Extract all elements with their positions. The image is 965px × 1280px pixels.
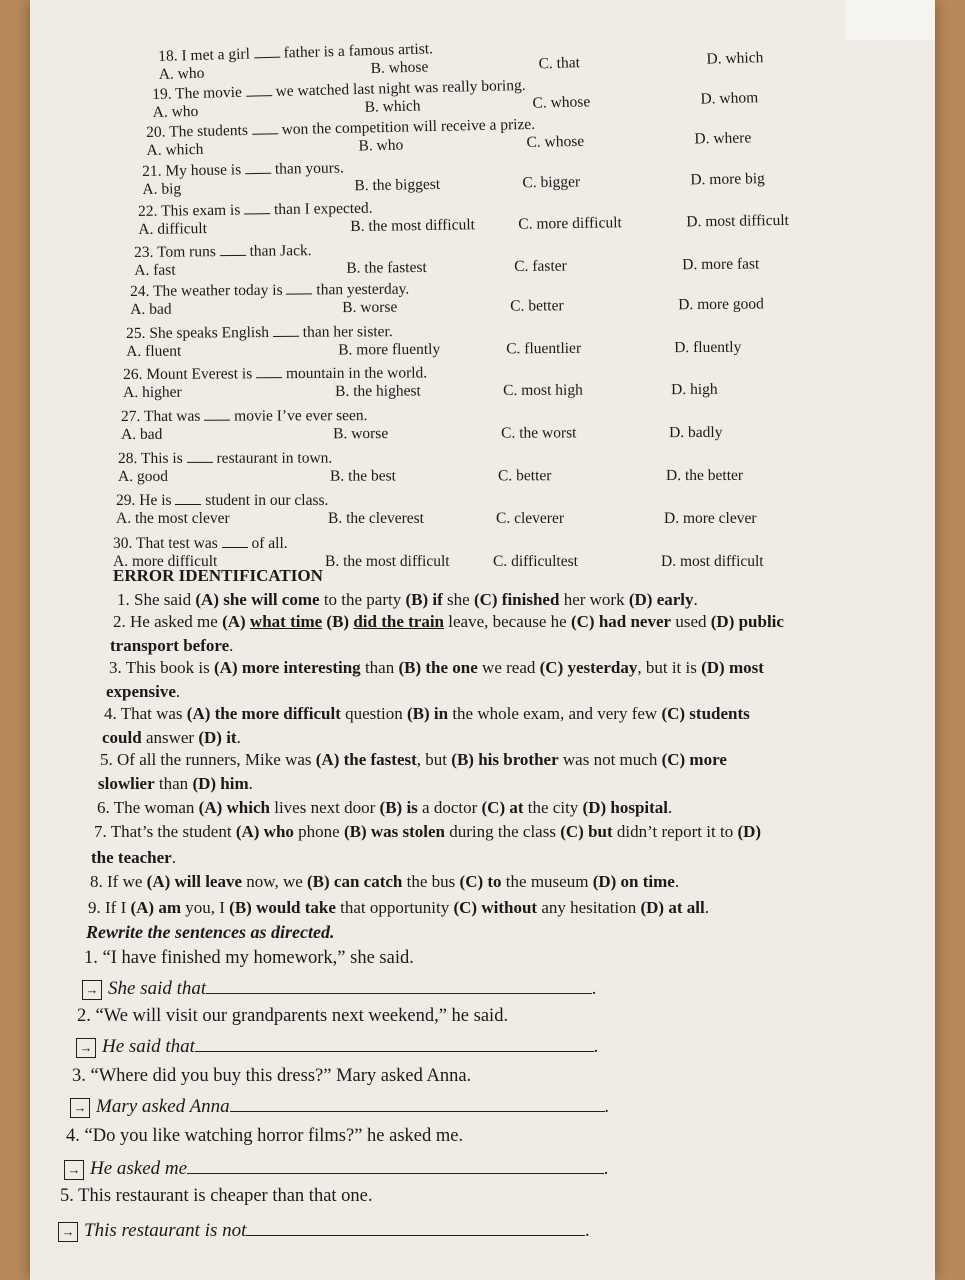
error-segment: any hesitation xyxy=(537,898,641,917)
options-row xyxy=(118,467,848,487)
error-segment: (A) she will come xyxy=(195,590,320,609)
arrow-icon: → xyxy=(64,1160,84,1180)
option-c: C. that xyxy=(538,54,581,73)
option-a: A. fast xyxy=(134,261,176,279)
error-segment: (C) had never xyxy=(570,612,672,631)
option-b: B. more fluently xyxy=(338,340,441,359)
error-segment: 8. If we xyxy=(90,872,147,891)
error-segment: (B) xyxy=(326,612,354,631)
error-segment: she xyxy=(442,590,474,609)
option-c: C. most high xyxy=(503,381,583,400)
error-segment: to the party xyxy=(319,590,406,609)
question-28 xyxy=(118,449,848,487)
option-a: A. more difficult xyxy=(113,553,218,570)
error-segment: lives next door xyxy=(269,798,380,817)
option-b: B. the highest xyxy=(335,382,421,400)
error-segment: (C) finished xyxy=(473,590,560,609)
rewrite-question-2: 2. “We will visit our grandparents next weekend,” he said. xyxy=(77,1006,509,1026)
error-segment: 4. That was xyxy=(104,704,187,723)
error-segment: slowlier xyxy=(98,774,155,793)
error-segment: . xyxy=(668,798,673,817)
option-c: C. fluentlier xyxy=(506,339,582,358)
error-segment: we read xyxy=(477,658,540,677)
error-segment: . xyxy=(171,848,176,867)
rewrite-answer-3 xyxy=(70,1096,609,1118)
stem-text: 29. He is xyxy=(116,492,176,509)
error-segment: (A) xyxy=(222,612,250,631)
option-a: A. higher xyxy=(123,383,182,401)
question-26 xyxy=(123,362,853,403)
error-segment: (B) his brother xyxy=(451,750,559,769)
option-b: B. worse xyxy=(342,298,398,317)
error-line xyxy=(97,796,672,820)
rewrite-question-1: 1. “I have finished my homework,” she said. xyxy=(84,948,414,968)
error-segment: . xyxy=(693,590,698,609)
stem-text: father is a famous artist. xyxy=(279,40,434,62)
error-segment: (C) yesterday xyxy=(539,658,638,677)
option-d: D. badly xyxy=(669,423,723,442)
answer-blank xyxy=(204,420,230,421)
error-segment: (D) him xyxy=(192,774,249,793)
question-stem xyxy=(118,449,848,468)
error-segment: you, I xyxy=(181,898,230,917)
error-segment: 9. If I xyxy=(88,898,131,917)
question-27 xyxy=(121,405,851,445)
question-29 xyxy=(116,492,846,529)
error-segment: (D) public xyxy=(710,612,784,631)
option-d: D. more big xyxy=(690,170,766,189)
answer-line xyxy=(195,1050,594,1052)
stem-text: 18. I met a girl xyxy=(158,45,254,65)
option-b: B. the most difficult xyxy=(325,553,450,570)
error-segment: 1. She said xyxy=(117,590,196,609)
rewrite-answer-2 xyxy=(76,1036,599,1058)
error-segment: (C) to xyxy=(459,872,502,891)
stem-text: movie I’ve ever seen. xyxy=(230,407,368,425)
error-segment: (B) if xyxy=(405,590,443,609)
error-segment: the city xyxy=(523,798,583,817)
error-segment: 5. Of all the runners, Mike was xyxy=(100,750,316,769)
error-segment: (B) was stolen xyxy=(343,822,446,841)
error-segment: leave, because he xyxy=(444,612,571,631)
option-b: B. worse xyxy=(333,425,389,443)
stem-text: won the competition will receive a prize. xyxy=(277,115,536,139)
error-segment: (A) which xyxy=(198,798,270,817)
error-segment: (B) in xyxy=(406,704,449,723)
answer-blank xyxy=(246,95,272,97)
error-segment: (B) would take xyxy=(229,898,336,917)
stem-text: student in our class. xyxy=(201,492,329,509)
answer-blank xyxy=(220,255,246,256)
error-segment: than xyxy=(154,774,193,793)
option-b: B. the most difficult xyxy=(350,216,476,236)
error-segment: the museum xyxy=(501,872,593,891)
error-segment: (C) more xyxy=(661,750,727,769)
options-row xyxy=(116,510,846,529)
option-d: D. where xyxy=(694,129,752,148)
error-line xyxy=(91,846,176,870)
question-24 xyxy=(130,277,860,320)
option-b: B. whose xyxy=(370,58,429,78)
answer-prompt: She said that xyxy=(108,978,207,999)
stem-text: than yesterday. xyxy=(312,280,410,299)
error-segment: . xyxy=(674,872,680,891)
error-segment: 3. This book is xyxy=(109,658,215,677)
arrow-icon: → xyxy=(58,1222,78,1242)
stem-text: than I expected. xyxy=(270,199,373,219)
option-c: C. difficultest xyxy=(493,553,578,570)
error-segment: . xyxy=(175,682,181,701)
error-line xyxy=(90,870,679,894)
option-d: D. whom xyxy=(700,89,759,108)
option-a: A. who xyxy=(152,102,199,121)
error-segment: (C) without xyxy=(453,898,538,917)
error-segment: the teacher xyxy=(91,848,172,867)
error-line xyxy=(98,772,253,796)
error-segment: (D) it xyxy=(198,728,237,747)
error-line xyxy=(100,748,727,772)
stem-text: of all. xyxy=(247,535,288,552)
rewrite-answer-1 xyxy=(82,978,597,1000)
option-d: D. the better xyxy=(666,466,744,485)
error-segment: (D) hospital xyxy=(582,798,669,817)
error-segment: . xyxy=(248,774,253,793)
error-line xyxy=(117,588,698,612)
stem-text: mountain in the world. xyxy=(282,364,428,383)
error-segment: used xyxy=(671,612,711,631)
question-25 xyxy=(126,320,856,362)
error-segment: (A) will leave xyxy=(146,872,243,891)
option-a: A. big xyxy=(142,180,182,198)
error-segment: didn’t report it to xyxy=(612,822,738,841)
option-c: C. whose xyxy=(532,93,591,112)
error-segment: what time xyxy=(249,612,323,631)
option-b: B. which xyxy=(364,97,421,116)
stem-text: 24. The weather today is xyxy=(130,281,287,300)
error-segment: (A) more interesting xyxy=(214,658,361,677)
option-c: C. bigger xyxy=(522,173,581,192)
answer-blank xyxy=(222,547,248,548)
error-segment: (D) xyxy=(737,822,762,841)
option-b: B. who xyxy=(358,136,404,155)
option-b: B. the best xyxy=(330,467,396,485)
error-identification-title: ERROR IDENTIFICATION xyxy=(113,566,323,585)
error-segment: (C) at xyxy=(481,798,524,817)
error-segment: 7. That’s the student xyxy=(94,822,236,841)
stem-text: 20. The students xyxy=(146,121,252,141)
error-segment: (A) the more difficult xyxy=(186,704,341,723)
option-b: B. the biggest xyxy=(354,175,441,195)
answer-line xyxy=(206,992,592,994)
answer-prompt: Mary asked Anna xyxy=(96,1096,230,1117)
option-c: C. whose xyxy=(526,132,585,152)
error-segment: her work xyxy=(559,590,629,609)
stem-text: we watched last night was really boring. xyxy=(271,76,526,101)
arrow-icon: → xyxy=(82,980,102,1000)
options-row xyxy=(123,380,853,403)
option-c: C. cleverer xyxy=(496,510,564,527)
question-23 xyxy=(134,236,864,281)
option-a: A. good xyxy=(118,467,169,485)
stem-text: 23. Tom runs xyxy=(134,243,220,261)
error-segment: the whole exam, and very few xyxy=(448,704,662,723)
error-line xyxy=(102,726,241,750)
error-segment: (C) students xyxy=(661,704,750,723)
error-line xyxy=(113,610,784,634)
option-c: C. faster xyxy=(514,257,567,276)
stem-text: than yours. xyxy=(270,159,344,178)
stem-text: 27. That was xyxy=(121,407,205,425)
error-segment: could xyxy=(102,728,142,747)
error-line xyxy=(104,702,750,726)
option-b: B. the fastest xyxy=(346,258,427,277)
end-dot: . xyxy=(593,1036,599,1057)
stem-text: than her sister. xyxy=(298,323,393,341)
end-dot: . xyxy=(604,1158,609,1179)
answer-blank xyxy=(244,213,270,214)
answer-prompt: This restaurant is not xyxy=(84,1220,247,1241)
end-dot: . xyxy=(604,1096,610,1117)
arrow-icon: → xyxy=(76,1038,96,1058)
error-segment: (A) the fastest xyxy=(315,750,417,769)
rewrite-answer-4 xyxy=(64,1158,609,1180)
error-segment: (A) am xyxy=(130,898,181,917)
end-dot: . xyxy=(585,1220,591,1241)
stem-text: 19. The movie xyxy=(152,83,246,103)
error-segment: (B) can catch xyxy=(307,872,403,891)
option-b: B. the cleverest xyxy=(328,510,424,527)
answer-blank xyxy=(252,133,278,135)
answer-line xyxy=(246,1234,585,1236)
option-d: D. more good xyxy=(678,295,764,314)
error-segment: (C) but xyxy=(560,822,613,841)
question-stem xyxy=(113,535,843,553)
option-c: C. the worst xyxy=(501,424,577,442)
error-segment: . xyxy=(229,636,234,655)
end-dot: . xyxy=(592,978,597,999)
option-d: D. more clever xyxy=(664,510,757,527)
option-d: D. which xyxy=(706,49,764,68)
error-segment: question xyxy=(340,704,407,723)
error-segment: 2. He asked me xyxy=(113,612,223,631)
arrow-icon: → xyxy=(70,1098,90,1118)
error-segment: the bus xyxy=(402,872,460,891)
error-segment: (D) early xyxy=(628,590,694,609)
stem-text: 26. Mount Everest is xyxy=(123,365,257,383)
error-segment: was not much xyxy=(558,750,662,769)
option-a: A. bad xyxy=(121,425,163,443)
stem-text: restaurant in town. xyxy=(212,449,333,467)
error-line xyxy=(110,634,233,658)
stem-text: 30. That test was xyxy=(113,535,222,552)
answer-prompt: He asked me xyxy=(90,1158,188,1179)
option-d: D. most difficult xyxy=(686,211,790,231)
rewrite-question-4: 4. “Do you like watching horror films?” he asked me. xyxy=(66,1126,464,1146)
error-segment: , but it is xyxy=(637,658,702,677)
stem-text: 28. This is xyxy=(118,449,187,467)
option-a: A. difficult xyxy=(138,220,208,238)
error-segment: (D) at all xyxy=(640,898,705,917)
error-segment: , but xyxy=(416,750,452,769)
stem-text: 21. My house is xyxy=(142,161,246,180)
error-segment: that opportunity xyxy=(335,898,454,917)
option-d: D. most difficult xyxy=(661,553,764,570)
error-line xyxy=(88,896,709,920)
answer-prompt: He said that xyxy=(102,1036,195,1057)
option-a: A. who xyxy=(158,64,205,83)
error-segment: . xyxy=(704,898,709,917)
option-c: C. better xyxy=(498,467,552,485)
error-segment: during the class xyxy=(445,822,561,841)
error-line xyxy=(106,680,180,704)
rewrite-question-5: 5. This restaurant is cheaper than that one. xyxy=(60,1186,373,1206)
error-segment: (B) the one xyxy=(398,658,478,677)
stem-text: than Jack. xyxy=(245,242,312,260)
error-segment: a doctor xyxy=(417,798,482,817)
rewrite-question-3: 3. “Where did you buy this dress?” Mary asked Anna. xyxy=(72,1066,472,1086)
option-d: D. high xyxy=(671,380,718,399)
rewrite-answer-5 xyxy=(58,1220,590,1242)
error-line xyxy=(109,656,764,680)
answer-blank xyxy=(175,504,201,505)
answer-blank xyxy=(245,173,271,174)
error-segment: now, we xyxy=(242,872,308,891)
answer-blank xyxy=(287,293,313,294)
answer-blank xyxy=(254,57,280,59)
option-a: A. which xyxy=(146,140,204,159)
option-a: A. bad xyxy=(130,300,172,318)
option-a: A. the most clever xyxy=(116,510,230,527)
answer-blank xyxy=(273,336,299,337)
answer-line xyxy=(187,1172,604,1174)
option-d: D. fluently xyxy=(674,338,742,357)
stem-text: 25. She speaks English xyxy=(126,323,273,342)
error-segment: answer xyxy=(141,728,199,747)
error-segment: did the train xyxy=(353,612,445,631)
option-c: C. more difficult xyxy=(518,214,622,233)
error-segment: (D) most xyxy=(701,658,764,677)
error-segment: (B) is xyxy=(379,798,418,817)
error-line xyxy=(94,820,761,844)
error-segment: 6. The woman xyxy=(97,798,199,817)
error-segment: phone xyxy=(293,822,344,841)
answer-blank xyxy=(187,462,213,463)
option-c: C. better xyxy=(510,297,564,315)
error-segment: (D) on time xyxy=(592,872,675,891)
option-d: D. more fast xyxy=(682,255,760,274)
options-row xyxy=(121,423,851,445)
error-segment: transport before xyxy=(110,636,230,655)
error-segment: (A) who xyxy=(235,822,294,841)
rewrite-title: Rewrite the sentences as directed. xyxy=(86,922,335,942)
stem-text: 22. This exam is xyxy=(138,201,245,220)
option-a: A. fluent xyxy=(126,342,182,360)
answer-line xyxy=(230,1110,605,1112)
error-segment: . xyxy=(236,728,241,747)
answer-blank xyxy=(256,377,282,378)
error-segment: than xyxy=(360,658,399,677)
question-stem xyxy=(116,492,846,510)
error-segment: expensive xyxy=(106,682,176,701)
